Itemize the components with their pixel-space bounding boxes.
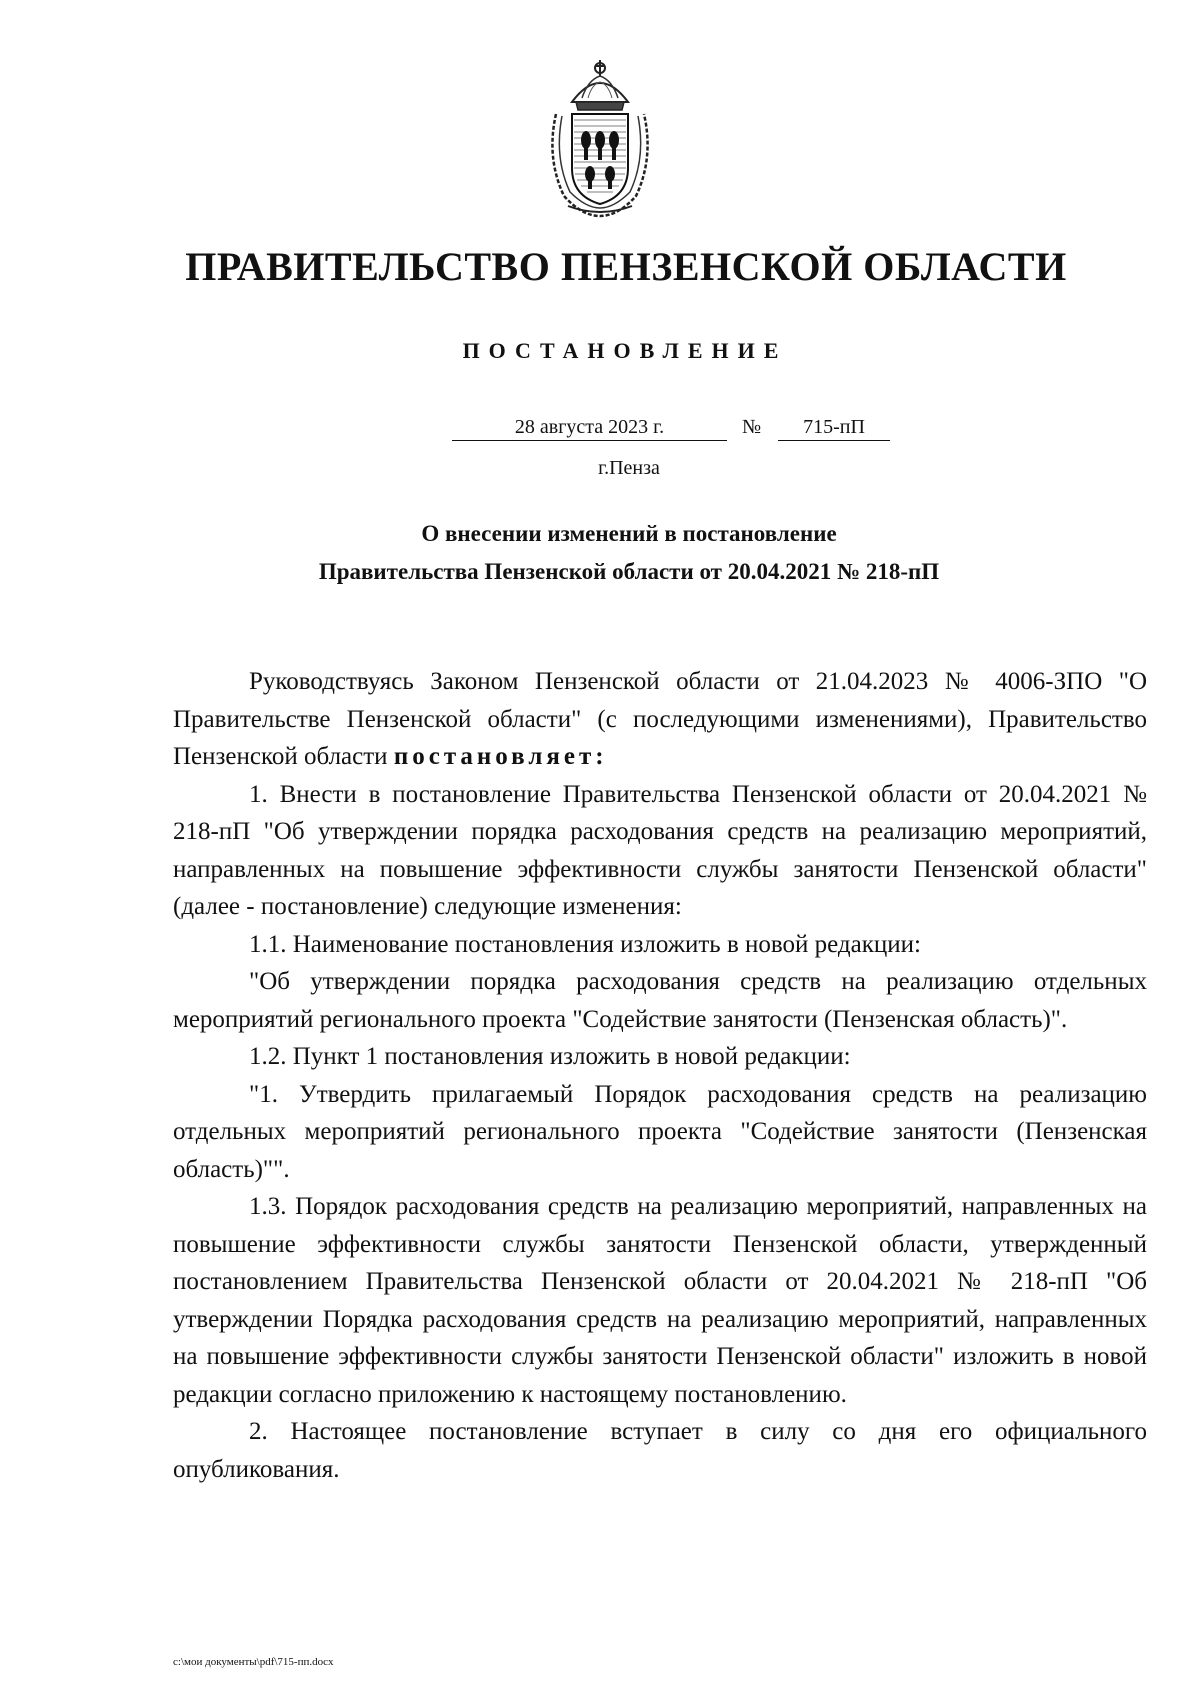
file-path-footer: c:\мои документы\pdf\715-пп.docx: [173, 1656, 334, 1668]
government-title: ПРАВИТЕЛЬСТВО ПЕНЗЕНСКОЙ ОБЛАСТИ: [185, 244, 1067, 289]
preamble-paragraph: [173, 663, 1147, 776]
paragraph-1-1-text: "Об утверждении порядка расходования средств на реализацию отдельных мероприятий регионального проекта "Содействие занятости (Пензенская область)".: [173, 968, 1147, 1033]
date-number-line: [452, 414, 892, 442]
document-subject: [0, 515, 1200, 591]
subject-line-1: О внесении изменений в постановление: [421, 521, 837, 546]
document-number: 715-пП: [778, 414, 890, 441]
document-date: 28 августа 2023 г.: [452, 414, 727, 441]
number-sign: №: [742, 416, 762, 438]
paragraph-1-2: 1.2. Пункт 1 постановления изложить в новой редакции:: [249, 1043, 851, 1070]
paragraph-1-1: 1.1. Наименование постановления изложить в новой редакции:: [249, 930, 921, 958]
paragraph-1-3: 1.3. Порядок расходования средств на реализацию мероприятий, направленных на повышение эффективности службы занятости Пензенской области, утвержденный постановлением Правительства Пензенской области от 20.04.2021 № 218-пП "Об утверждении Порядка расходования средств на реализацию мероприятий, направленных на повышение эффективности службы занятости Пензенской области" изложить в новой редакции согласно приложению к настоящему постановлению.: [173, 1193, 1147, 1408]
resolves-word: постановляет:: [393, 743, 608, 770]
subject-line-2: Правительства Пензенской области от 20.04.2021 № 218-пП: [318, 559, 940, 584]
document-body: [173, 663, 1147, 1488]
paragraph-2: 2. Настоящее постановление вступает в силу со дня его официального опубликования.: [173, 1418, 1147, 1483]
preamble-text: Руководствуясь Законом Пензенской области от 21.04.2023 № 4006-ЗПО "О Правительстве Пензенской области" (с последующими изменениями), Правительство Пензенской области: [173, 668, 1147, 770]
coat-of-arms-emblem: [542, 58, 658, 218]
document-type: ПОСТАНОВЛЕНИЕ: [462, 338, 788, 363]
paragraph-1-2-text: "1. Утвердить прилагаемый Порядок расходования средств на реализацию отдельных мероприятий регионального проекта "Содействие занятости (Пензенская область)"".: [173, 1080, 1147, 1183]
city: г.Пенза: [598, 457, 660, 479]
paragraph-1: 1. Внести в постановление Правительства Пензенской области от 20.04.2021 № 218-пП "Об утверждении порядка расходования средств на реализацию мероприятий, направленных на повышение эффективности службы занятости Пензенской области" (далее - постановление) следующие изменения:: [173, 780, 1147, 920]
